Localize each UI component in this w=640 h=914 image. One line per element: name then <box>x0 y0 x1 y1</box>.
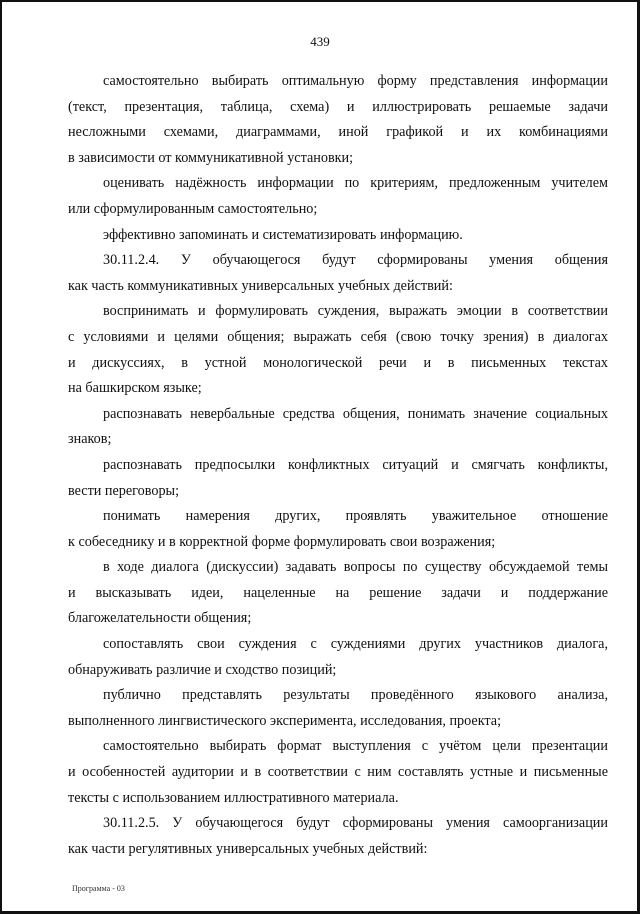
text-line: самостоятельно выбирать формат выступления с учётом цели презентации <box>103 738 608 755</box>
text-line: как части регулятивных универсальных учебных действий: <box>68 840 428 857</box>
text-line: как часть коммуникативных универсальных учебных действий: <box>68 277 453 294</box>
text-line: понимать намерения других, проявлять уважительное отношение <box>103 508 608 525</box>
text-line: выполненного лингвистического эксперимента, исследования, проекта; <box>68 712 502 729</box>
page-border-top <box>0 0 640 2</box>
text-line: (текст, презентация, таблица, схема) и иллюстрировать решаемые задачи <box>68 98 608 115</box>
text-line: к собеседнику и в корректной форме формулировать свои возражения; <box>68 533 496 550</box>
text-line: тексты с использованием иллюстративного материала. <box>68 789 399 806</box>
text-line: на башкирском языке; <box>68 380 202 397</box>
text-line: публично представлять результаты проведённого языкового анализа, <box>103 687 608 704</box>
text-line: эффективно запоминать и систематизировать информацию. <box>103 226 463 243</box>
text-line: в зависимости от коммуникативной установки; <box>68 149 354 166</box>
text-line: и дискуссиях, в устной монологической речи и в письменных текстах <box>68 354 608 371</box>
text-line: обнаруживать различие и сходство позиций; <box>68 661 337 678</box>
text-line: вести переговоры; <box>68 482 180 499</box>
page-number: 439 <box>310 34 330 49</box>
text-line: знаков; <box>68 431 112 448</box>
text-line: в ходе диалога (дискуссии) задавать вопросы по существу обсуждаемой темы <box>103 559 608 576</box>
document-body <box>68 69 608 862</box>
text-line: воспринимать и формулировать суждения, выражать эмоции в соответствии <box>103 303 608 320</box>
text-line: сопоставлять свои суждения с суждениями других участников диалога, <box>103 636 608 653</box>
text-line: или сформулированным самостоятельно; <box>68 200 318 217</box>
text-line: благожелательности общения; <box>68 610 252 627</box>
text-line: с условиями и целями общения; выражать себя (свою точку зрения) в диалогах <box>68 328 608 345</box>
footer-program-label: Программа - 03 <box>72 884 125 893</box>
text-line: оценивать надёжность информации по критериям, предложенным учителем <box>103 175 608 192</box>
section-heading-30-11-2-5: 30.11.2.5. У обучающегося будут сформированы умения самоорганизации <box>103 815 608 832</box>
text-line: несложными схемами, диаграммами, иной графикой и их комбинациями <box>68 124 608 141</box>
section-heading-30-11-2-4: 30.11.2.4. У обучающегося будут сформированы умения общения <box>103 252 608 269</box>
text-line: и особенностей аудитории и в соответствии с ним составлять устные и письменные <box>68 764 608 781</box>
text-line: и высказывать идеи, нацеленные на решение задачи и поддержание <box>68 584 608 601</box>
text-line: самостоятельно выбирать оптимальную форму представления информации <box>103 73 608 89</box>
text-line: распознавать предпосылки конфликтных ситуаций и смягчать конфликты, <box>103 456 608 473</box>
page-border-left <box>0 0 2 914</box>
text-line: распознавать невербальные средства общения, понимать значение социальных <box>103 405 608 422</box>
